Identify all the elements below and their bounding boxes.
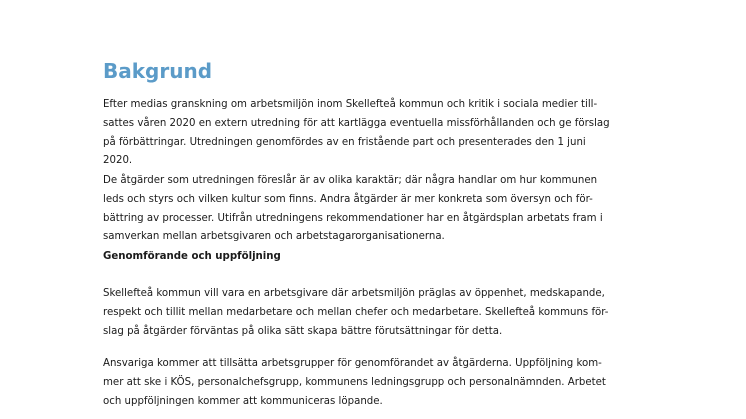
text-line: respekt och tillit mellan medarbetare och mellan chefer och medarbetare. Skellefteå kommuns för- bbox=[103, 306, 609, 318]
paragraph-background-1 bbox=[103, 96, 648, 171]
text-line: Efter medias granskning om arbetsmiljön inom Skellefteå kommun och kritik i sociala medier till- bbox=[103, 99, 598, 110]
paragraph-implementation-2 bbox=[103, 355, 648, 411]
text-line: på förbättringar. Utredningen genomfördes av en fristående part och presenterades den 1 juni bbox=[103, 136, 586, 148]
text-line: Skellefteå kommun vill vara en arbetsgivare där arbetsmiljön präglas av öppenhet, medskapande, bbox=[103, 288, 605, 299]
text-line: mer att ske i KÖS, personalchefsgrupp, kommunens ledningsgrupp och personalnämnden. Arbetet bbox=[103, 376, 606, 388]
text-line: slag på åtgärder förväntas på olika sätt skapa bättre förutsättningar för detta. bbox=[103, 325, 503, 337]
text-line: samverkan mellan arbetsgivaren och arbetstagarorganisationerna. bbox=[103, 231, 445, 243]
text-line: De åtgärder som utredningen föreslår är av olika karaktär; där några handlar om hur kommunen bbox=[103, 175, 598, 186]
section-heading: Bakgrund bbox=[103, 59, 213, 83]
text-line: Ansvariga kommer att tillsätta arbetsgrupper för genomförandet av åtgärderna. Uppföljning kom- bbox=[103, 358, 602, 369]
text-line: 2020. bbox=[103, 155, 133, 167]
text-line: leds och styrs och vilken kultur som finns. Andra åtgärder är mer konkreta som översyn och för- bbox=[103, 193, 593, 205]
text-line: och uppföljningen kommer att kommuniceras löpande. bbox=[103, 395, 383, 407]
subsection-heading: Genomförande och uppföljning bbox=[103, 251, 281, 262]
text-line: sattes våren 2020 en extern utredning för att kartlägga eventuella missförhållanden och ge förslag bbox=[103, 117, 610, 129]
paragraph-background-2 bbox=[103, 172, 648, 247]
paragraph-implementation-1 bbox=[103, 285, 648, 341]
text-line: bättring av processer. Utifrån utredningens rekommendationer har en åtgärdsplan arbetats fram i bbox=[103, 212, 603, 224]
